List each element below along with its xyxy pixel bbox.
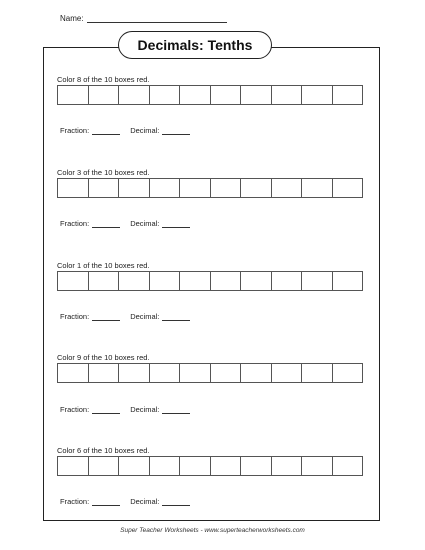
tenth-box[interactable] [272, 86, 303, 104]
fraction-blank[interactable] [92, 406, 120, 414]
tenth-box[interactable] [241, 272, 272, 290]
problem-2 [57, 168, 363, 198]
decimal-label: Decimal: [130, 405, 160, 414]
tenth-box[interactable] [58, 179, 89, 197]
tenth-box[interactable] [211, 179, 242, 197]
tenths-box-grid [57, 456, 363, 476]
fraction-blank[interactable] [92, 313, 120, 321]
problem-instruction: Color 6 of the 10 boxes red. [57, 446, 150, 455]
tenth-box[interactable] [302, 364, 333, 382]
tenth-box[interactable] [119, 272, 150, 290]
tenth-box[interactable] [89, 179, 120, 197]
decimal-blank[interactable] [162, 127, 190, 135]
name-label: Name: [60, 14, 84, 23]
tenth-box[interactable] [58, 86, 89, 104]
tenth-box[interactable] [211, 364, 242, 382]
answer-row-5 [60, 497, 190, 506]
tenth-box[interactable] [89, 272, 120, 290]
decimal-label: Decimal: [130, 126, 160, 135]
decimal-label: Decimal: [130, 497, 160, 506]
tenth-box[interactable] [150, 272, 181, 290]
decimal-blank[interactable] [162, 498, 190, 506]
decimal-blank[interactable] [162, 406, 190, 414]
tenths-box-grid [57, 363, 363, 383]
tenth-box[interactable] [272, 457, 303, 475]
tenth-box[interactable] [180, 179, 211, 197]
tenth-box[interactable] [241, 457, 272, 475]
answer-row-2 [60, 219, 190, 228]
tenth-box[interactable] [119, 457, 150, 475]
problem-instruction: Color 9 of the 10 boxes red. [57, 353, 150, 362]
answer-row-1 [60, 126, 190, 135]
fraction-label: Fraction: [60, 126, 90, 135]
tenth-box[interactable] [119, 179, 150, 197]
tenths-box-grid [57, 85, 363, 105]
tenth-box[interactable] [302, 272, 333, 290]
tenth-box[interactable] [119, 364, 150, 382]
fraction-blank[interactable] [92, 127, 120, 135]
fraction-blank[interactable] [92, 498, 120, 506]
tenth-box[interactable] [150, 364, 181, 382]
tenths-box-grid [57, 271, 363, 291]
tenth-box[interactable] [211, 457, 242, 475]
tenth-box[interactable] [333, 364, 364, 382]
tenth-box[interactable] [150, 179, 181, 197]
decimal-label: Decimal: [130, 219, 160, 228]
tenth-box[interactable] [333, 86, 364, 104]
tenth-box[interactable] [302, 179, 333, 197]
tenth-box[interactable] [302, 86, 333, 104]
decimal-blank[interactable] [162, 220, 190, 228]
name-row [60, 14, 227, 23]
tenth-box[interactable] [58, 457, 89, 475]
problem-instruction: Color 1 of the 10 boxes red. [57, 261, 150, 270]
tenths-box-grid [57, 178, 363, 198]
tenth-box[interactable] [241, 364, 272, 382]
decimal-label: Decimal: [130, 312, 160, 321]
tenth-box[interactable] [180, 86, 211, 104]
fraction-blank[interactable] [92, 220, 120, 228]
tenth-box[interactable] [211, 272, 242, 290]
tenth-box[interactable] [119, 86, 150, 104]
problem-3 [57, 261, 363, 291]
answer-row-3 [60, 312, 190, 321]
answer-row-4 [60, 405, 190, 414]
tenth-box[interactable] [58, 272, 89, 290]
problem-instruction: Color 8 of the 10 boxes red. [57, 75, 150, 84]
fraction-label: Fraction: [60, 312, 90, 321]
tenth-box[interactable] [333, 272, 364, 290]
tenth-box[interactable] [150, 457, 181, 475]
name-field[interactable] [87, 14, 227, 23]
tenth-box[interactable] [180, 364, 211, 382]
footer-credit: Super Teacher Worksheets - www.superteacherworksheets.com [120, 527, 305, 534]
fraction-label: Fraction: [60, 219, 90, 228]
tenth-box[interactable] [241, 86, 272, 104]
tenth-box[interactable] [333, 179, 364, 197]
tenth-box[interactable] [272, 364, 303, 382]
tenth-box[interactable] [272, 272, 303, 290]
tenth-box[interactable] [272, 179, 303, 197]
fraction-label: Fraction: [60, 497, 90, 506]
tenth-box[interactable] [333, 457, 364, 475]
problem-1 [57, 75, 363, 105]
tenth-box[interactable] [180, 457, 211, 475]
problem-5 [57, 446, 363, 476]
tenth-box[interactable] [89, 86, 120, 104]
tenth-box[interactable] [241, 179, 272, 197]
fraction-label: Fraction: [60, 405, 90, 414]
problem-instruction: Color 3 of the 10 boxes red. [57, 168, 150, 177]
tenth-box[interactable] [180, 272, 211, 290]
tenth-box[interactable] [89, 364, 120, 382]
tenth-box[interactable] [58, 364, 89, 382]
tenth-box[interactable] [211, 86, 242, 104]
worksheet-title: Decimals: Tenths [118, 31, 272, 59]
problem-4 [57, 353, 363, 383]
tenth-box[interactable] [302, 457, 333, 475]
tenth-box[interactable] [89, 457, 120, 475]
decimal-blank[interactable] [162, 313, 190, 321]
tenth-box[interactable] [150, 86, 181, 104]
